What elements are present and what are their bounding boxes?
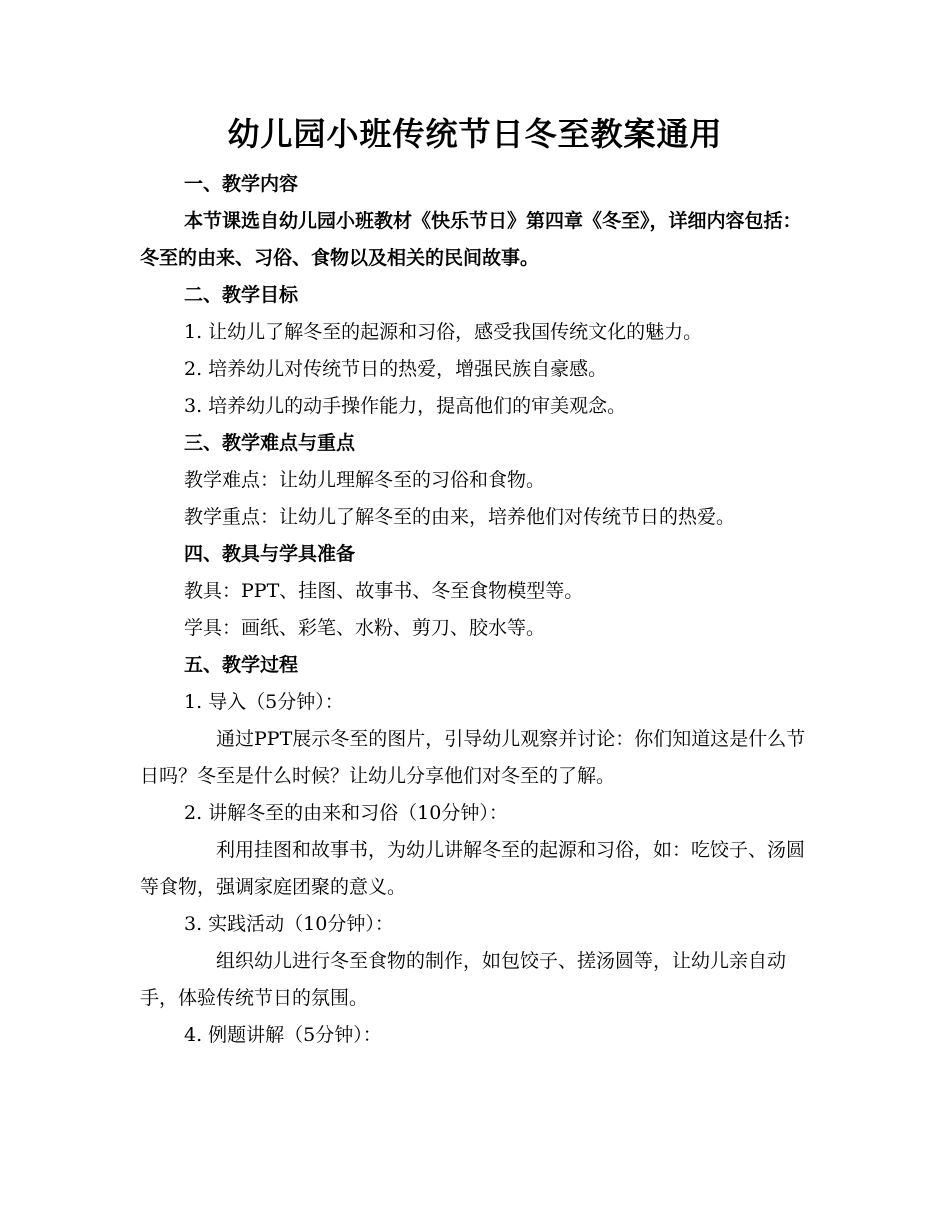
goal-item: 2. 培养幼儿对传统节日的热爱，增强民族自豪感。 — [184, 358, 608, 380]
section-content-text: 本节课选自幼儿园小班教材《快乐节日》第四章《冬至》，详细内容包括：冬至的由来、习俗、食物以及相关的民间故事。 — [140, 210, 802, 269]
document-body — [140, 166, 810, 1054]
process-step-label: 4. 例题讲解（5分钟）： — [184, 1024, 382, 1046]
process-step-label: 1. 导入（5分钟）： — [184, 691, 344, 713]
section-heading-tools: 四、教具与学具准备 — [184, 543, 356, 565]
section-heading-process: 五、教学过程 — [184, 654, 299, 676]
process-step-text: 组织幼儿进行冬至食物的制作，如包饺子、搓汤圆等，让幼儿亲自动手，体验传统节日的氛围。 — [140, 950, 787, 1009]
teaching-tools-text: 教具：PPT、挂图、故事书、冬至食物模型等。 — [184, 580, 584, 602]
section-heading-content: 一、教学内容 — [184, 173, 299, 195]
section-heading-difficulty: 三、教学难点与重点 — [184, 432, 356, 454]
goal-item: 3. 培养幼儿的动手操作能力，提高他们的审美观念。 — [184, 395, 627, 417]
difficulty-text: 教学难点：让幼儿理解冬至的习俗和食物。 — [184, 469, 546, 491]
process-step-label: 2. 讲解冬至的由来和习俗（10分钟）： — [184, 802, 508, 824]
goal-item: 1. 让幼儿了解冬至的起源和习俗，感受我国传统文化的魅力。 — [184, 321, 703, 343]
section-heading-goals: 二、教学目标 — [184, 284, 299, 306]
process-step-label: 3. 实践活动（10分钟）： — [184, 913, 394, 935]
process-step-text: 利用挂图和故事书，为幼儿讲解冬至的起源和习俗，如：吃饺子、汤圆等食物，强调家庭团聚的意义。 — [140, 839, 806, 898]
focus-text: 教学重点：让幼儿了解冬至的由来，培养他们对传统节日的热爱。 — [184, 506, 736, 528]
learning-tools-text: 学具：画纸、彩笔、水粉、剪刀、胶水等。 — [184, 617, 546, 639]
document-title: 幼儿园小班传统节日冬至教案通用 — [227, 115, 723, 153]
process-step-text: 通过PPT展示冬至的图片，引导幼儿观察并讨论：你们知道这是什么节日吗？冬至是什么时候？让幼儿分享他们对冬至的了解。 — [140, 728, 806, 787]
